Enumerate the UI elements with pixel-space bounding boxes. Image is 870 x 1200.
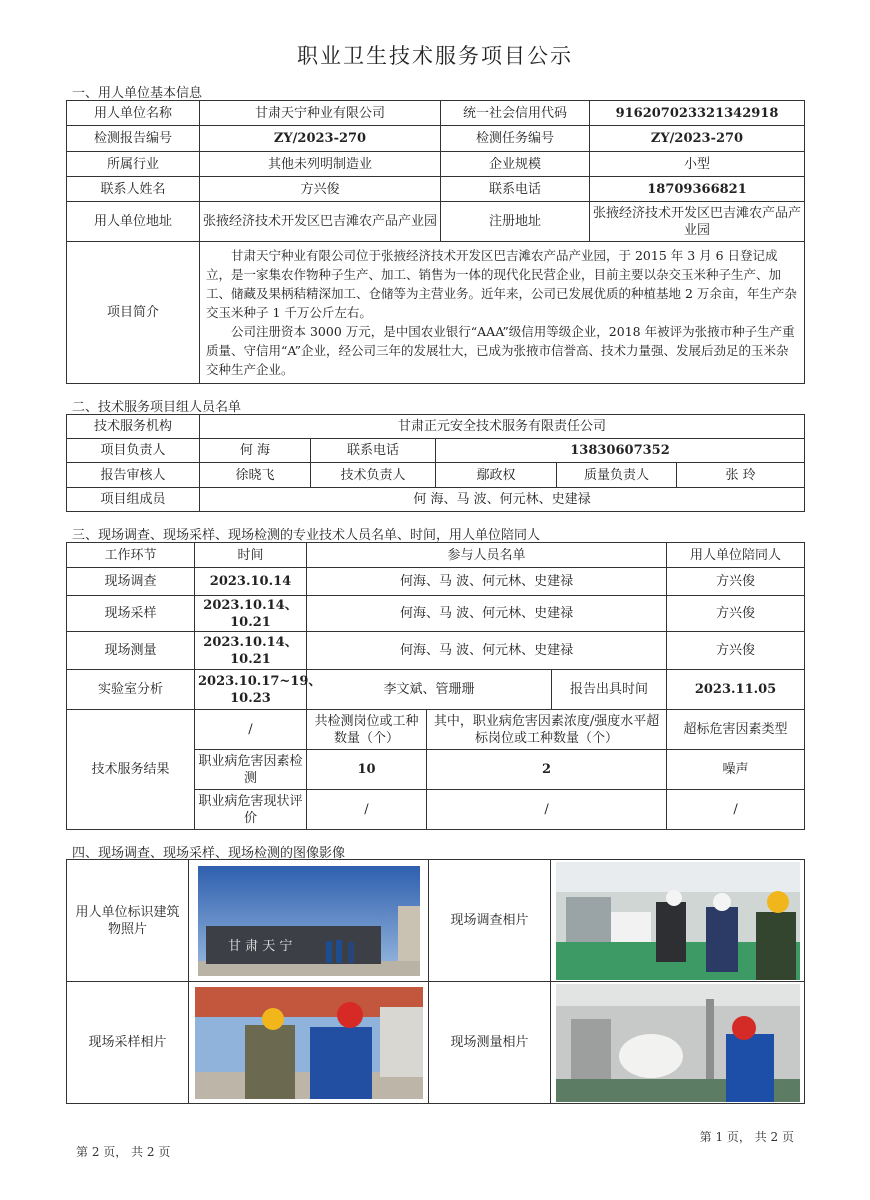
photo1-label: 用人单位标识建筑物照片: [67, 860, 189, 982]
report-no-label: 检测报告编号: [67, 126, 200, 152]
page-title: 职业卫生技术服务项目公示: [297, 44, 573, 68]
r1-exceed: 2: [427, 750, 667, 790]
companion: 方兴俊: [667, 632, 805, 670]
lab-label: 实验室分析: [67, 670, 195, 710]
result-label: 技术服务结果: [67, 710, 195, 830]
measure-photo: [556, 984, 800, 1102]
scale: 小型: [590, 152, 805, 177]
section-3-heading: 三、现场调查、现场采样、现场检测的专业技术人员名单、时间，用人单位陪同人: [72, 528, 541, 543]
report-date: 2023.11.05: [667, 670, 805, 710]
people: 何海、马 波、何元林、史建禄: [307, 568, 667, 596]
r2-label: 职业病危害现状评价: [195, 790, 307, 830]
sign-text: 甘 肃 天 宁: [227, 938, 292, 954]
time: 2023.10.14、10.21: [195, 596, 307, 632]
r1-total: 10: [307, 750, 427, 790]
table-row: [67, 632, 805, 670]
photo3-label: 现场采样相片: [67, 982, 189, 1104]
sampling-photo: [195, 987, 423, 1099]
table-row: [67, 596, 805, 632]
leader: 何 海: [200, 439, 311, 463]
tech-label: 技术负责人: [311, 463, 436, 488]
page-indicator-left: 第 2 页， 共 2 页: [76, 1145, 171, 1159]
people: 何海、马 波、何元林、史建禄: [307, 632, 667, 670]
contact: 方兴俊: [200, 177, 441, 202]
employer-name: 甘肃天宁种业有限公司: [200, 101, 441, 126]
credit-code-label: 统一社会信用代码: [441, 101, 590, 126]
r2-type: /: [667, 790, 805, 830]
fieldwork-table: [66, 542, 805, 830]
agency-label: 技术服务机构: [67, 415, 200, 439]
intro-text: [200, 242, 805, 384]
companion: 方兴俊: [667, 596, 805, 632]
agency: 甘肃正元安全技术服务有限责任公司: [200, 415, 805, 439]
building-photo: [198, 866, 420, 976]
address: 张掖经济技术开发区巴吉滩农产品产业园: [200, 202, 441, 242]
quality: 张 玲: [677, 463, 805, 488]
intro-paragraph-1: 甘肃天宁种业有限公司位于张掖经济技术开发区巴吉滩农产品产业园，于 2015 年 3 月 6 日登记成立，是一家集农作物种子生产、加工、销售为一体的现代化民营企业，目前主要以杂交玉米种子生产、加工、储藏及果柄秸精深加工、仓储等为主营业务。近年来，公司已发展优质的种植基地 2 万余亩，年生产杂交玉米种子 1 千万公斤左右。: [206, 248, 797, 320]
contact-label: 联系人姓名: [67, 177, 200, 202]
tel-label: 联系电话: [311, 439, 436, 463]
lab-people: 李文斌、管珊珊: [307, 670, 552, 710]
r2-total: /: [307, 790, 427, 830]
tel: 13830607352: [436, 439, 805, 463]
employer-info-table: [66, 100, 805, 384]
slash-cell: /: [195, 710, 307, 750]
task-no-label: 检测任务编号: [441, 126, 590, 152]
companion: 方兴俊: [667, 568, 805, 596]
employer-name-label: 用人单位名称: [67, 101, 200, 126]
reg-address-label: 注册地址: [441, 202, 590, 242]
r2-exceed: /: [427, 790, 667, 830]
step: 现场调查: [67, 568, 195, 596]
phone: 18709366821: [590, 177, 805, 202]
industry: 其他未列明制造业: [200, 152, 441, 177]
header-people: 参与人员名单: [307, 543, 667, 568]
tech: 鄢政权: [436, 463, 557, 488]
step: 现场测量: [67, 632, 195, 670]
col-type-label: 超标危害因素类型: [667, 710, 805, 750]
members: 何 海、马 波、何元林、史建禄: [200, 488, 805, 512]
time: 2023.10.14: [195, 568, 307, 596]
quality-label: 质量负责人: [557, 463, 677, 488]
header-companion: 用人单位陪同人: [667, 543, 805, 568]
intro-paragraph-2: 公司注册资本 3000 万元，是中国农业银行“AAA”级信用等级企业，2018 年被评为张掖市种子生产重质量、守信用“A”企业，经公司三年的发展壮大，已成为张掖市信誉高、技术力量强、发展后劲足的玉米杂交种生产企业。: [206, 324, 795, 377]
phone-label: 联系电话: [441, 177, 590, 202]
photo-sampling: [189, 982, 429, 1104]
section-1-heading: 一、用人单位基本信息: [72, 86, 203, 101]
team-table: [66, 414, 805, 512]
photo4-label: 现场测量相片: [429, 982, 551, 1104]
photo-measure: [551, 982, 805, 1104]
intro-label: 项目简介: [67, 242, 200, 384]
photo-survey: [551, 860, 805, 982]
table-row: [67, 568, 805, 596]
page-indicator-right: 第 1 页， 共 2 页: [699, 1130, 794, 1144]
r1-label: 职业病危害因素检测: [195, 750, 307, 790]
photo-table: [66, 859, 805, 1104]
members-label: 项目组成员: [67, 488, 200, 512]
step: 现场采样: [67, 596, 195, 632]
reviewer-label: 报告审核人: [67, 463, 200, 488]
report-date-label: 报告出具时间: [552, 670, 667, 710]
reg-address: 张掖经济技术开发区巴吉滩农产品产业园: [590, 202, 805, 242]
r1-type: 噪声: [667, 750, 805, 790]
header-time: 时间: [195, 543, 307, 568]
photo2-label: 现场调查相片: [429, 860, 551, 982]
people: 何海、马 波、何元林、史建禄: [307, 596, 667, 632]
reviewer: 徐晓飞: [200, 463, 311, 488]
task-no: ZY/2023-270: [590, 126, 805, 152]
lab-time: 2023.10.17~19、10.23: [195, 670, 307, 710]
report-no: ZY/2023-270: [200, 126, 441, 152]
time: 2023.10.14、10.21: [195, 632, 307, 670]
photo-building: [189, 860, 429, 982]
col-total-label: 共检测岗位或工种数量（个）: [307, 710, 427, 750]
leader-label: 项目负责人: [67, 439, 200, 463]
address-label: 用人单位地址: [67, 202, 200, 242]
scale-label: 企业规模: [441, 152, 590, 177]
industry-label: 所属行业: [67, 152, 200, 177]
col-exceed-label: 其中，职业病危害因素浓度/强度水平超标岗位或工种数量（个）: [427, 710, 667, 750]
survey-photo: [556, 862, 800, 980]
credit-code: 91620702332134291​8: [590, 101, 805, 126]
section-2-heading: 二、技术服务项目组人员名单: [72, 400, 242, 415]
header-step: 工作环节: [67, 543, 195, 568]
section-4-heading: 四、现场调查、现场采样、现场检测的图像影像: [72, 846, 346, 861]
